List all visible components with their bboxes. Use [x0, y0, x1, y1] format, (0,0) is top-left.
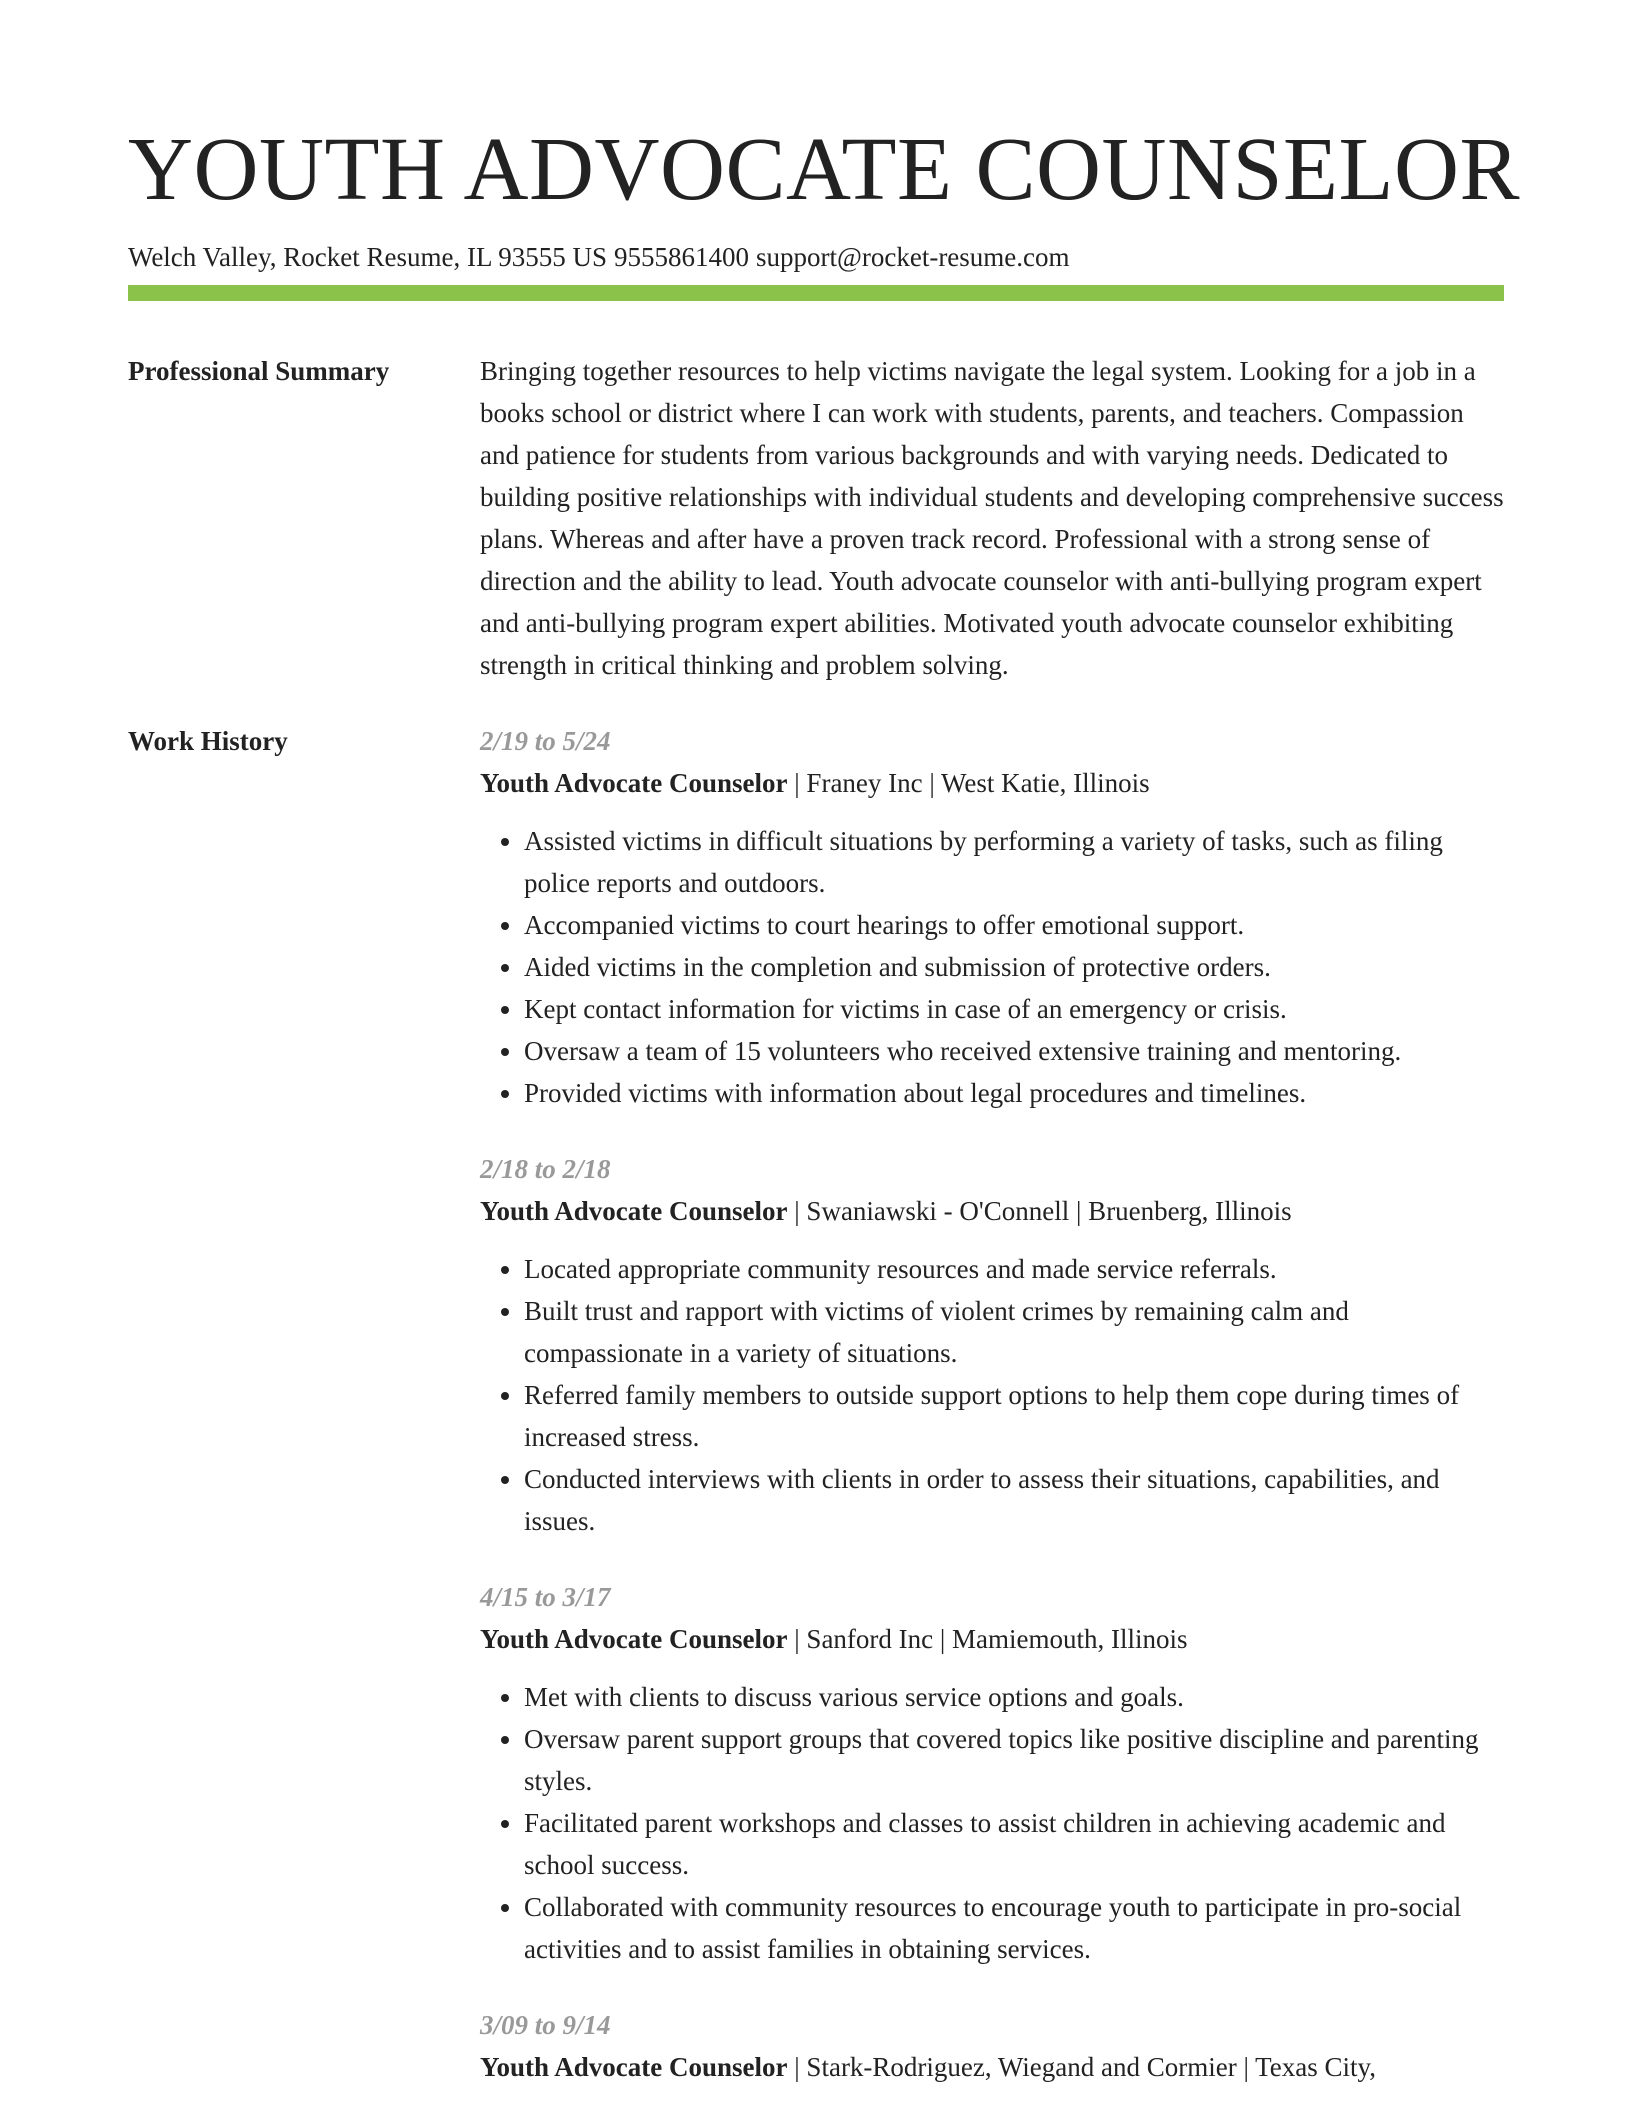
job-title-line — [480, 1618, 1504, 1660]
job-title: Youth Advocate Counselor — [480, 2052, 788, 2082]
job-title-line — [480, 1190, 1504, 1232]
contact-line — [128, 240, 1504, 274]
job-title-line — [480, 762, 1504, 804]
job-title: Youth Advocate Counselor — [480, 768, 788, 798]
job-dates: 2/19 to 5/24 — [480, 726, 611, 756]
job-duty-item: • Built trust and rapport with victims of violent crimes by remaining calm and compassionate in a variety of situations. — [524, 1290, 1504, 1374]
header-divider — [128, 285, 1504, 301]
job-duty-item: • Kept contact information for victims in case of an emergency or crisis. — [524, 988, 1504, 1030]
job-title: Youth Advocate Counselor — [480, 1196, 788, 1226]
job-employer-location: | Sanford Inc | Mamiemouth, Illinois — [787, 1624, 1188, 1654]
work-history-list — [480, 720, 1504, 2112]
contact-email: support@rocket-resume.com — [756, 242, 1070, 272]
job-duty-item: • Accompanied victims to court hearings to offer emotional support. — [524, 904, 1504, 946]
job-employer-location: | Swaniawski - O'Connell | Bruenberg, Illinois — [787, 1196, 1292, 1226]
job-duties-list — [480, 1248, 1504, 1542]
job-duty-item: • Facilitated parent workshops and classes to assist children in achieving academic and school success. — [524, 1802, 1504, 1886]
candidate-name: YOUTH ADVOCATE COUNSELOR — [128, 120, 1521, 219]
job-duties-list — [480, 820, 1504, 1114]
job-dates: 2/18 to 2/18 — [480, 1154, 611, 1184]
work-history-section — [128, 720, 1504, 2112]
job-duty-item: • Oversaw a team of 15 volunteers who received extensive training and mentoring. — [524, 1030, 1504, 1072]
work-history-heading: Work History — [128, 726, 288, 756]
summary-heading: Professional Summary — [128, 356, 390, 386]
job-duty-item: • Oversaw parent support groups that covered topics like positive discipline and parenting styles. — [524, 1718, 1504, 1802]
job-entry — [480, 1148, 1504, 1542]
summary-text: Bringing together resources to help victims navigate the legal system. Looking for a job in a books school or district where I can work with students, parents, and teachers. Compassion and patience for students from various backgrounds and with varying needs. Dedicated to building positive relationships with individual students and developing comprehensive success plans. Whereas and after have a proven track record. Professional with a strong sense of direction and the ability to lead. Youth advocate counselor with anti-bullying program expert and anti-bullying program expert abilities. Motivated youth advocate counselor exhibiting strength in critical thinking and problem solving. — [480, 356, 1504, 680]
job-employer-location: | Stark-Rodriguez, Wiegand and Cormier | Texas City, — [787, 2052, 1376, 2082]
job-duty-item: • Conducted interviews with clients in order to assess their situations, capabilities, and issues. — [524, 1458, 1504, 1542]
summary-section — [128, 350, 1504, 686]
job-duty-item: • Aided victims in the completion and submission of protective orders. — [524, 946, 1504, 988]
resume-header — [128, 118, 1521, 274]
job-dates: 3/09 to 9/14 — [480, 2010, 611, 2040]
job-duty-item: • Referred family members to outside support options to help them cope during times of increased stress. — [524, 1374, 1504, 1458]
job-entry — [480, 720, 1504, 1114]
contact-address: Welch Valley, Rocket Resume, IL 93555 US — [128, 242, 607, 272]
job-employer-location: | Franey Inc | West Katie, Illinois — [787, 768, 1150, 798]
resume-content — [128, 350, 1504, 2112]
job-duty-item: • Collaborated with community resources to encourage youth to participate in pro-social activities and to assist families in obtaining services. — [524, 1886, 1504, 1970]
job-dates: 4/15 to 3/17 — [480, 1582, 611, 1612]
job-duty-item: • Assisted victims in difficult situations by performing a variety of tasks, such as filing police reports and outdoors. — [524, 820, 1504, 904]
job-duty-item: • Provided victims with information about legal procedures and timelines. — [524, 1072, 1504, 1114]
job-duty-item: • Located appropriate community resources and made service referrals. — [524, 1248, 1504, 1290]
contact-phone: 9555861400 — [614, 242, 749, 272]
job-duty-item: • Met with clients to discuss various service options and goals. — [524, 1676, 1504, 1718]
job-title-line — [480, 2046, 1504, 2088]
job-entry — [480, 2004, 1504, 2088]
job-title: Youth Advocate Counselor — [480, 1624, 788, 1654]
job-entry — [480, 1576, 1504, 1970]
job-duties-list — [480, 1676, 1504, 1970]
summary-body — [480, 350, 1504, 686]
